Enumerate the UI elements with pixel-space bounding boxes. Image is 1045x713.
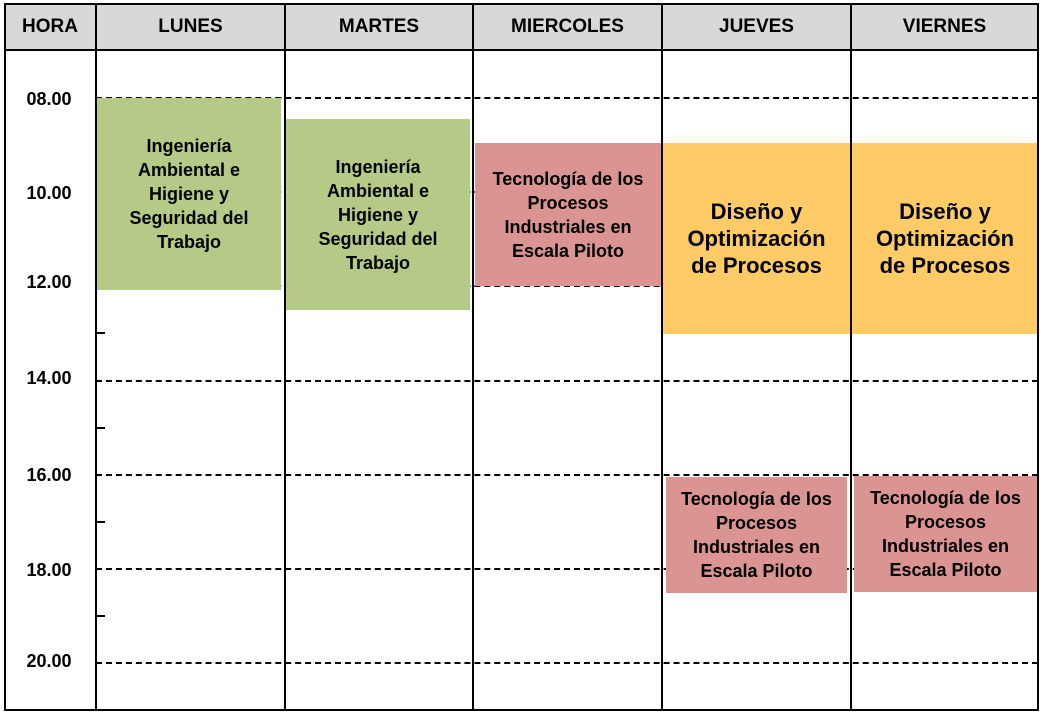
class-block-miercoles-tecnologia-procesos [475,143,661,286]
hour-label-16: 16.00 [26,465,72,485]
class-block-line: Escala Piloto [511,240,625,261]
hour-label-12: 12.00 [26,272,72,292]
header-hora: HORA [4,3,96,50]
class-block-line: Procesos [904,512,987,532]
hour-label-20: 20.00 [26,651,72,671]
header-day-jueves: JUEVES [662,3,851,50]
class-block-line: Procesos [715,513,798,533]
class-block-martes-ingenieria-ambiental [286,119,470,310]
class-block-line: Diseño y [899,199,991,224]
class-block-line: Tecnología de los [870,488,1021,508]
column-divider [661,3,663,711]
column-divider [850,3,852,711]
class-block-lunes-ingenieria-ambiental [97,98,281,290]
class-block-jueves-diseno-optimizacion [663,143,850,334]
hour-label-18: 18.00 [26,560,72,580]
class-block-line: Trabajo [156,232,222,252]
class-block-viernes-tecnologia-procesos [854,476,1037,592]
class-block-jueves-tecnologia-procesos [666,477,847,593]
header-day-miercoles: MIERCOLES [473,3,662,50]
header-bottom-border [4,49,1038,51]
class-block-viernes-diseno-optimizacion [852,143,1038,334]
class-block-line: Seguridad del [318,228,438,249]
class-block-line: Procesos [527,192,609,213]
grid-right-border [1037,3,1039,711]
class-block-line: Escala Piloto [700,561,813,581]
hour-line-20 [96,662,1038,664]
class-block-line: Industriales en [504,216,632,237]
grid-top-border [4,3,1038,5]
grid-bottom-border [4,709,1038,711]
hour-label-10: 10.00 [26,183,72,203]
class-block-line: Industriales en [881,536,1010,556]
class-block-line: Higiene y [337,204,419,225]
class-block-line: Higiene y [148,184,230,204]
header-day-martes: MARTES [285,3,473,50]
header-day-lunes: LUNES [96,3,285,50]
class-block-line: Industriales en [692,537,821,557]
class-block-line: Optimización [875,226,1015,251]
tick-15 [96,427,105,429]
class-block-line: Optimización [687,226,826,251]
hour-label-08: 08.00 [26,89,72,109]
class-block-line: Tecnología de los [492,168,644,189]
class-block-line: Escala Piloto [889,560,1002,580]
class-block-line: Ingeniería [146,136,232,156]
column-divider [284,3,286,711]
column-divider [95,3,97,711]
class-block-line: Diseño y [710,199,803,224]
column-divider [472,3,474,711]
class-block-line: Ambiental e [137,160,241,180]
header-day-viernes: VIERNES [851,3,1038,50]
class-block-line: de Procesos [879,253,1011,278]
hour-line-14 [96,380,1038,382]
class-block-line: Trabajo [345,252,411,273]
tick-17 [96,521,105,523]
class-block-line: Seguridad del [129,208,249,228]
tick-19 [96,615,105,617]
tick-13 [96,332,105,334]
class-block-line: Ingeniería [335,156,421,177]
class-block-line: Tecnología de los [681,489,832,509]
grid-left-border [4,3,6,711]
hour-label-14: 14.00 [26,368,72,388]
class-block-line: de Procesos [691,253,822,278]
class-block-line: Ambiental e [326,180,430,201]
